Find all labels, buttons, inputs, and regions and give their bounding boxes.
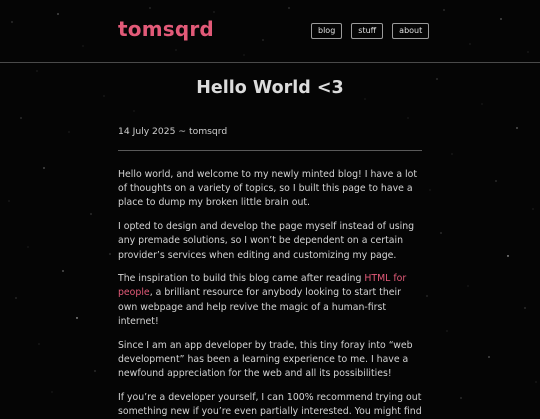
nav-blog-button[interactable]: blog [311,23,342,39]
paragraph-4: Since I am an app developer by trade, this tiny foray into “web development” has been a learning experience to me. I have a newfound appreciation for the web and all its possibilities! [118,339,413,379]
paragraph-3-text-before: The inspiration to build this blog came after reading [118,273,365,285]
main-nav [311,23,429,39]
nav-about-button[interactable]: about [392,23,429,39]
post-meta: 14 July 2025 ~ tomsqrd [118,126,228,137]
paragraph-3-text-after: , a brilliant resource for anybody looking to start their own webpage and help revive the magic of a human-first internet! [118,287,401,327]
blog-post [118,63,422,419]
post-body [118,168,422,419]
meta-divider [118,150,422,151]
paragraph-2: I opted to design and develop the page myself instead of using any premade solutions, so I won’t be dependent on a certain provider’s services when editing and customizing my page. [118,221,415,261]
paragraph-3 [118,272,422,329]
paragraph-1: Hello world, and welcome to my newly minted blog! I have a lot of thoughts on a variety of topics, so I built this page to have a place to dump my broken little brain out. [118,169,418,209]
paragraph-5: If you’re a developer yourself, I can 100% recommend trying out something new if you’re even partially interested. You might find [118,391,422,417]
site-logo[interactable]: tomsqrd [118,17,214,41]
html-for-people-link[interactable]: HTML for people [118,273,407,299]
nav-stuff-button[interactable]: stuff [351,23,383,39]
site-header [0,0,540,63]
post-title: Hello World <3 [196,78,344,98]
